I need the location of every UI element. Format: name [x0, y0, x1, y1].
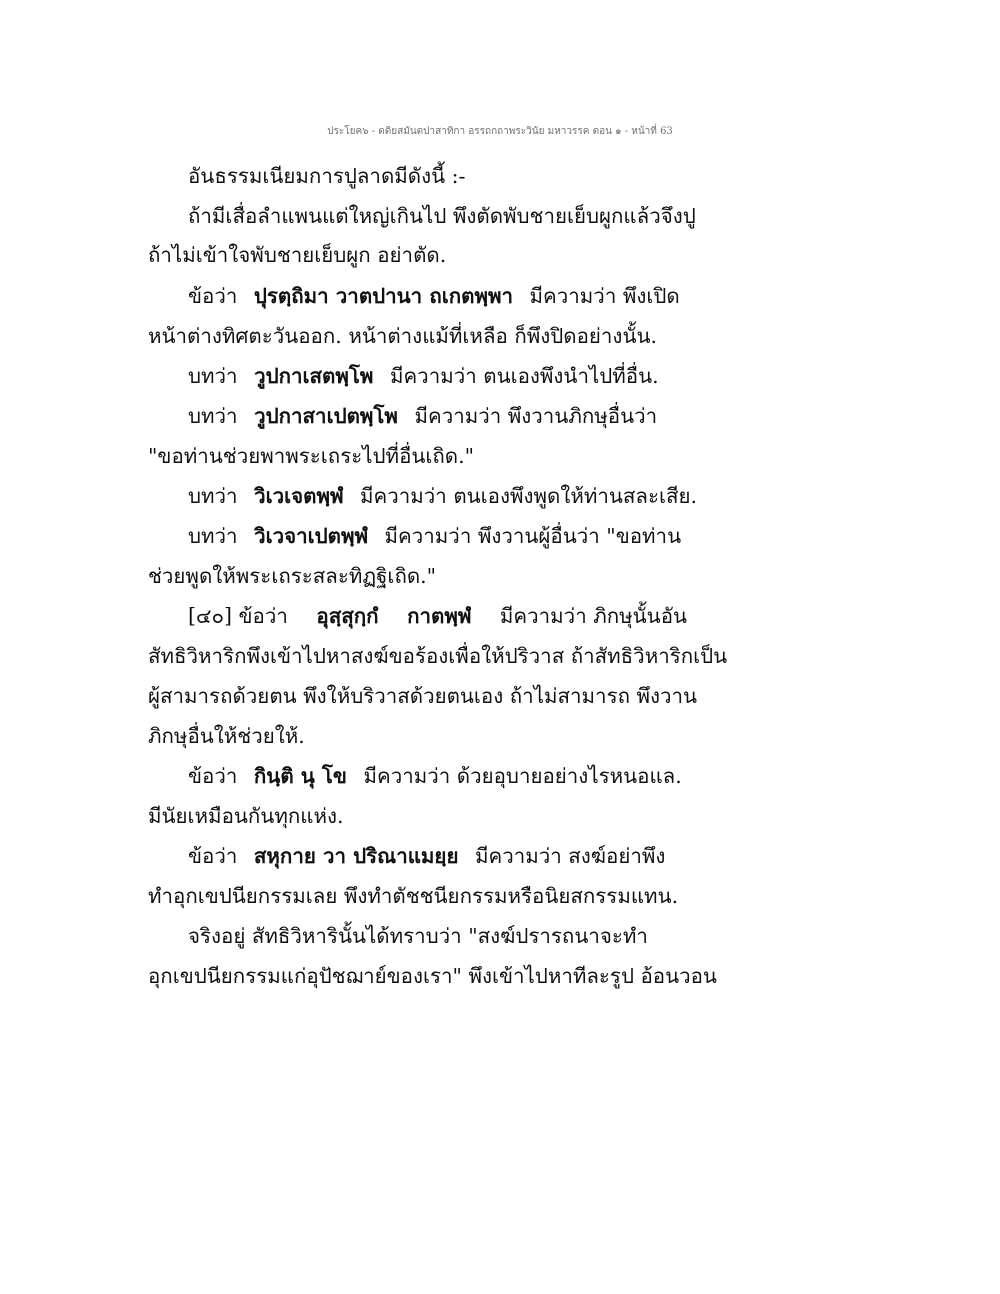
text-span: มีความว่า ตนเองพึงพูดให้ท่านสละเสีย. [360, 484, 698, 508]
text-span: มีความว่า สงฆ์อย่าพึง [474, 844, 666, 868]
text-line [188, 526, 681, 547]
text-span: บทว่า [188, 484, 238, 508]
text-span: ข้อว่า [188, 844, 238, 868]
text-span: ข้อว่า [188, 764, 238, 788]
text-line: ถ้าไม่เข้าใจพับชายเย็บผูก อย่าตัด. [148, 243, 447, 267]
text-line [188, 486, 697, 507]
text-span: มีความว่า พึงวานภิกษุอื่นว่า [414, 404, 658, 428]
text-line: ผู้สามารถด้วยตน พึงให้บริวาสด้วยตนเอง ถ้าไม่สามารถ พึงวาน [148, 684, 698, 708]
text-line [188, 846, 665, 867]
pali-term: อุสฺสุกฺกํ [316, 604, 379, 628]
text-line: มีนัยเหมือนกันทุกแห่ง. [148, 804, 344, 828]
pali-term: วูปกาสาเปตพฺโพ [254, 404, 398, 428]
text-span: [๔๐] ข้อว่า [188, 604, 288, 628]
text-line [188, 406, 657, 427]
pali-term: วิเวเจตพฺพํ [254, 484, 344, 508]
text-span: บทว่า [188, 404, 238, 428]
text-span: มีความว่า พึงวานผู้อื่นว่า "ขอท่าน [384, 524, 682, 548]
text-line: ถ้ามีเสื่อลำแพนแต่ใหญ่เกินไป พึงตัดพับชายเย็บผูกแล้วจึงปู [188, 204, 696, 228]
pali-term: สหุกาย วา ปริณาแมยฺย [253, 844, 459, 868]
text-line: อันธรรมเนียมการปูลาดมีดังนี้ :- [188, 164, 466, 188]
pali-term: กาตพฺพํ [407, 604, 472, 628]
text-line: หน้าต่างทิศตะวันออก. หน้าต่างแม้ที่เหลือ ก็พึงปิดอย่างนั้น. [148, 324, 657, 348]
text-line: ภิกษุอื่นให้ช่วยให้. [148, 724, 305, 748]
text-span: ข้อว่า [188, 284, 238, 308]
text-line: ช่วยพูดให้พระเถระสละทิฏฐิเถิด." [148, 564, 437, 588]
pali-term: วิเวจาเปตพฺพํ [254, 524, 369, 548]
text-line: จริงอยู่ สัทธิวิหารินั้นได้ทราบว่า "สงฆ์ปรารถนาจะทำ [188, 924, 648, 948]
text-span: บทว่า [188, 524, 238, 548]
page-header: ประโยค๖ - ตติยสมันตปาสาทิกา อรรถกถาพระวินัย มหาวรรค ตอน ๑ - หน้าที่ 63 [327, 126, 673, 137]
pali-term: ปุรตฺถิมา วาตปานา ถเกตพฺพา [253, 284, 514, 308]
text-line: ทำอุกเขปนียกรรมเลย พึงทำตัชชนียกรรมหรือนิยสกรรมแทน. [148, 884, 679, 908]
pali-term: กินฺติ นุ โข [253, 764, 347, 788]
text-line [188, 286, 680, 307]
pali-term: วูปกาเสตพฺโพ [254, 364, 374, 388]
text-span: บทว่า [188, 364, 238, 388]
text-line [188, 766, 682, 787]
text-span: มีความว่า ด้วยอุบายอย่างไรหนอแล. [363, 764, 682, 788]
text-line: "ขอท่านช่วยพาพระเถระไปที่อื่นเถิด." [148, 444, 475, 468]
text-line: อุกเขปนียกรรมแก่อุปัชฌาย์ของเรา" พึงเข้าไปหาทีละรูป อ้อนวอน [148, 964, 717, 988]
text-line: สัทธิวิหาริกพึงเข้าไปหาสงฆ์ขอร้องเพื่อให้ปริวาส ถ้าสัทธิวิหาริกเป็น [148, 644, 728, 668]
text-span: มีความว่า ภิกษุนั้นอัน [499, 604, 688, 628]
text-span: มีความว่า พึงเปิด [529, 284, 680, 308]
text-line [188, 366, 659, 387]
text-span: มีความว่า ตนเองพึงนำไปที่อื่น. [389, 364, 659, 388]
text-line [188, 606, 687, 627]
